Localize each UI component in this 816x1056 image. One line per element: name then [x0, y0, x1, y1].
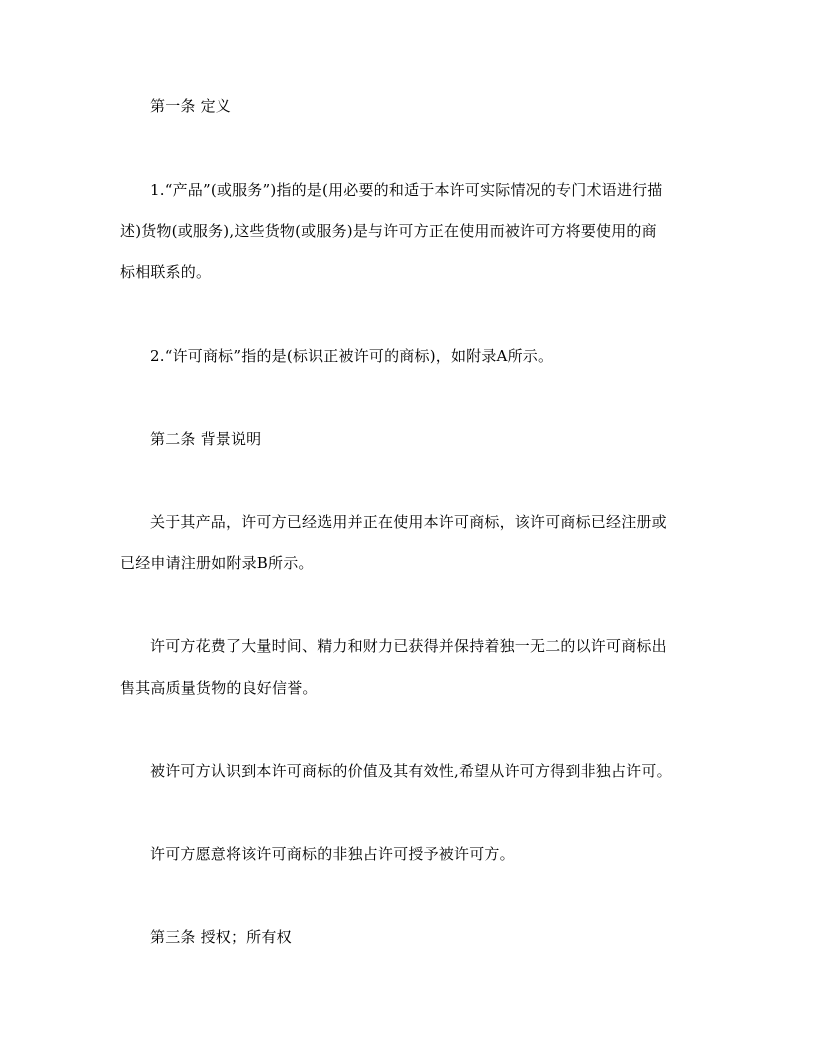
section-heading-1: 第一条 定义 [150, 97, 231, 115]
paragraph-line: 2.“许可商标”指的是(标识正被许可的商标)，如附录A所示。 [150, 347, 554, 365]
paragraph-line: 许可方愿意将该许可商标的非独占许可授予被许可方。 [150, 845, 515, 863]
paragraph-line: 被许可方认识到本许可商标的价值及其有效性,希望从许可方得到非独占许可。 [150, 762, 672, 780]
section-heading-2: 第二条 背景说明 [150, 430, 262, 448]
paragraph-line: 关于其产品，许可方已经选用并正在使用本许可商标，该许可商标已经注册或 [150, 513, 667, 531]
paragraph-line: 已经申请注册如附录B所示。 [120, 554, 314, 572]
paragraph-line: 标相联系的。 [120, 263, 212, 281]
paragraph-line: 述)货物(或服务),这些货物(或服务)是与许可方正在使用而被许可方将要使用的商 [120, 222, 657, 240]
paragraph-line: 许可方花费了大量时间、精力和财力已获得并保持着独一无二的以许可商标出 [150, 637, 667, 655]
section-heading-3: 第三条 授权；所有权 [150, 928, 292, 946]
paragraph-line: 售其高质量货物的良好信誉。 [120, 679, 318, 697]
paragraph-line: 1.“产品”(或服务”)指的是(用必要的和适于本许可实际情况的专门术语进行描 [150, 181, 663, 199]
